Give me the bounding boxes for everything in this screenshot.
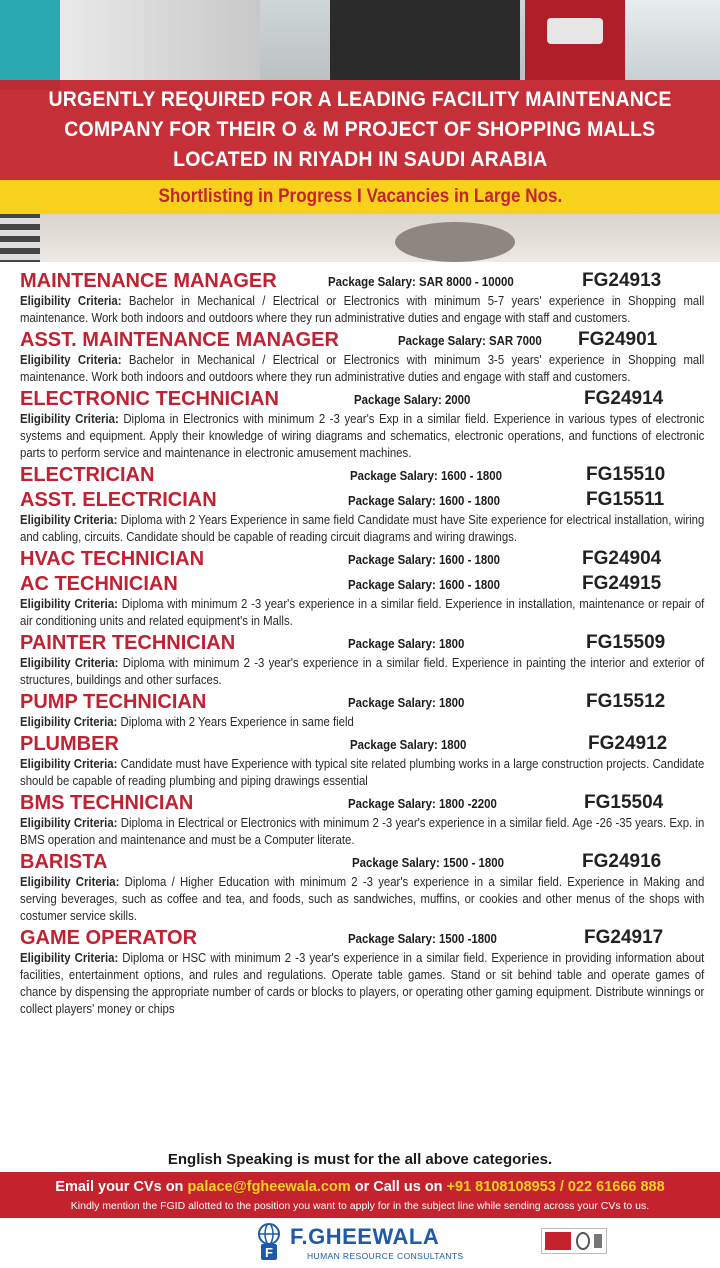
email-link[interactable]: palace@fgheewala.com [187,1179,351,1195]
subtitle-banner [0,180,720,214]
job-criteria: Eligibility Criteria: Diploma with minimum 2 -3 year's experience in a similar field. Experience in installation, maintenance or repair of air conditioning units and related equipment's in Malls. [20,597,705,628]
job-criteria: Eligibility Criteria: Diploma with minimum 2 -3 year's experience in a similar field. Experience in painting the interior and exterior of structures, buildings and other surfaces. [20,656,705,687]
headline-line: LOCATED IN RIYADH IN SAUDI ARABIA [172,148,548,171]
job-item [0,630,720,689]
headline-banner [0,80,720,180]
mall-storefront [60,0,260,80]
job-salary: Package Salary: 1800 [348,695,465,710]
job-criteria: Eligibility Criteria: Diploma in Electronics with minimum 2 -3 year's Exp in a similar field. Experience in various types of electronic systems and equipment. Apply their knowledge of wiring diagrams and schematics, electronic operations, and functions of electronic parts to perform service and maintenance in electronic amusement machines. [20,412,705,460]
job-salary: Package Salary: 1800 -2200 [348,796,497,811]
contact-bar [0,1172,720,1218]
job-criteria: Eligibility Criteria: Diploma with 2 Years Experience in same field Candidate must have Site experience for electrical installation, wiring and cabling, circuits. Candidate should be capable of reading circuit diagrams and wiring drawings. [20,513,705,544]
mall-storefront [525,0,625,80]
job-title: BMS TECHNICIAN [20,792,194,814]
job-salary: Package Salary: 1500 - 1800 [352,855,505,870]
job-title: PLUMBER [20,733,119,755]
job-item [0,731,720,790]
job-item [0,268,720,327]
subtitle: Shortlisting in Progress I Vacancies in Large Nos. [158,186,562,207]
job-salary: Package Salary: 1800 [350,737,467,752]
english-requirement-note: English Speaking is must for the all above categories. [167,1151,553,1168]
mall-storefront [625,0,720,80]
job-title: GAME OPERATOR [20,927,198,949]
job-code: FG24914 [584,388,664,409]
job-title: HVAC TECHNICIAN [20,548,205,570]
job-item [0,386,720,462]
job-code: FG24917 [584,927,664,948]
job-title: BARISTA [20,851,108,873]
job-code: FG24904 [582,548,662,569]
certification-badge-icon [541,1228,607,1254]
headline-line: URGENTLY REQUIRED FOR A LEADING FACILITY MAINTENANCE [48,88,672,111]
job-criteria: Eligibility Criteria: Diploma with 2 Years Experience in same field [20,715,354,729]
job-code: FG15511 [586,489,665,510]
job-salary: Package Salary: 1600 - 1800 [348,493,501,508]
job-code: FG15504 [584,792,664,813]
job-item [0,849,720,925]
contact-line: Email your CVs on palace@fgheewala.com or Call us on +91 8108108953 / 022 61666 888 [55,1179,665,1195]
job-item [0,327,720,386]
job-title: ASST. MAINTENANCE MANAGER [20,329,339,351]
mall-storefront [0,0,60,90]
brand-name: F.GHEEWALA [290,1224,440,1249]
job-code: FG24915 [582,573,662,594]
job-title: PAINTER TECHNICIAN [20,632,236,654]
job-title: MAINTENANCE MANAGER [20,270,277,292]
job-title: ASST. ELECTRICIAN [20,489,217,511]
job-title: AC TECHNICIAN [20,573,178,595]
job-item [0,790,720,849]
job-code: FG15510 [586,464,666,485]
phone-numbers[interactable]: +91 8108108953 / 022 61666 888 [446,1179,665,1195]
mall-floor [0,212,720,262]
job-item [0,689,720,731]
brand-footer [0,1218,720,1268]
job-item [0,546,720,571]
job-salary: Package Salary: 1600 - 1800 [350,468,503,483]
job-list [0,268,720,1018]
job-salary: Package Salary: 1600 - 1800 [348,577,501,592]
svg-text:F: F [265,1245,273,1260]
header-photo [0,0,720,262]
mall-storefront [330,0,520,80]
job-criteria: Eligibility Criteria: Diploma / Higher Education with minimum 2 -3 year's experience in a similar field. Experience in Making and serving beverages, such as coffee and tea, and foods, such as sandwiches, muffins, or cookies and other menus of the shops with costumer service skills. [20,875,705,923]
job-code: FG15509 [586,632,666,653]
job-criteria: Eligibility Criteria: Diploma in Electrical or Electronics with minimum 2 -3 year's experience in a similar field. Age -26 -35 years. Exp. in BMS operation and maintenance and must be a Computer literate. [20,816,705,847]
job-criteria: Eligibility Criteria: Diploma or HSC with minimum 2 -3 year's experience in a similar field. Experience in providing information about facilities, entertainment options, and rules and regulations. Operate table games. Stand or sit behind table and operate games of chance by dispensing the appropriate number of cards or blocks to players, or operating other gaming equipment. Distribute winnings or collect players' money or chips [20,951,705,1016]
job-title: PUMP TECHNICIAN [20,691,207,713]
job-salary: Package Salary: SAR 8000 - 10000 [328,274,514,289]
job-item [0,462,720,487]
globe-logo-icon [254,1222,284,1262]
job-item [0,925,720,1018]
job-code: FG24913 [582,270,662,291]
headline-line: COMPANY FOR THEIR O & M PROJECT OF SHOPPING MALLS [64,118,656,141]
job-code: FG15512 [586,691,666,712]
job-salary: Package Salary: 1600 - 1800 [348,552,501,567]
job-code: FG24916 [582,851,662,872]
job-title: ELECTRONIC TECHNICIAN [20,388,279,410]
job-salary: Package Salary: 1500 -1800 [348,931,497,946]
job-code: FG24912 [588,733,668,754]
job-salary: Package Salary: 2000 [354,392,471,407]
job-criteria: Eligibility Criteria: Candidate must have Experience with typical site related plumbing works in a large construction projects. Candidate should be capable of reading plumbing and piping drawings essential [20,757,705,788]
job-code: FG24901 [578,329,658,350]
brand-tagline: HUMAN RESOURCE CONSULTANTS [307,1251,464,1261]
job-criteria: Eligibility Criteria: Bachelor in Mechanical / Electrical or Electronics with minimum 5-7 years' experience in Shopping mall maintenance. Work both indoors and outdoors where they run administrative duties and engage with staff and customers. [20,294,705,325]
job-salary: Package Salary: 1800 [348,636,465,651]
job-salary: Package Salary: SAR 7000 [398,333,542,348]
job-title: ELECTRICIAN [20,464,155,486]
job-item [0,571,720,630]
job-criteria: Eligibility Criteria: Bachelor in Mechanical / Electrical or Electronics with minimum 3-5 years' experience in Shopping mall maintenance. Work both indoors and outdoors where they run administrative duties and engage with staff and customers. [20,353,705,384]
contact-note: Kindly mention the FGID allotted to the position you want to apply for in the subject line while sending across your CVs to us. [70,1200,650,1212]
job-item [0,487,720,546]
